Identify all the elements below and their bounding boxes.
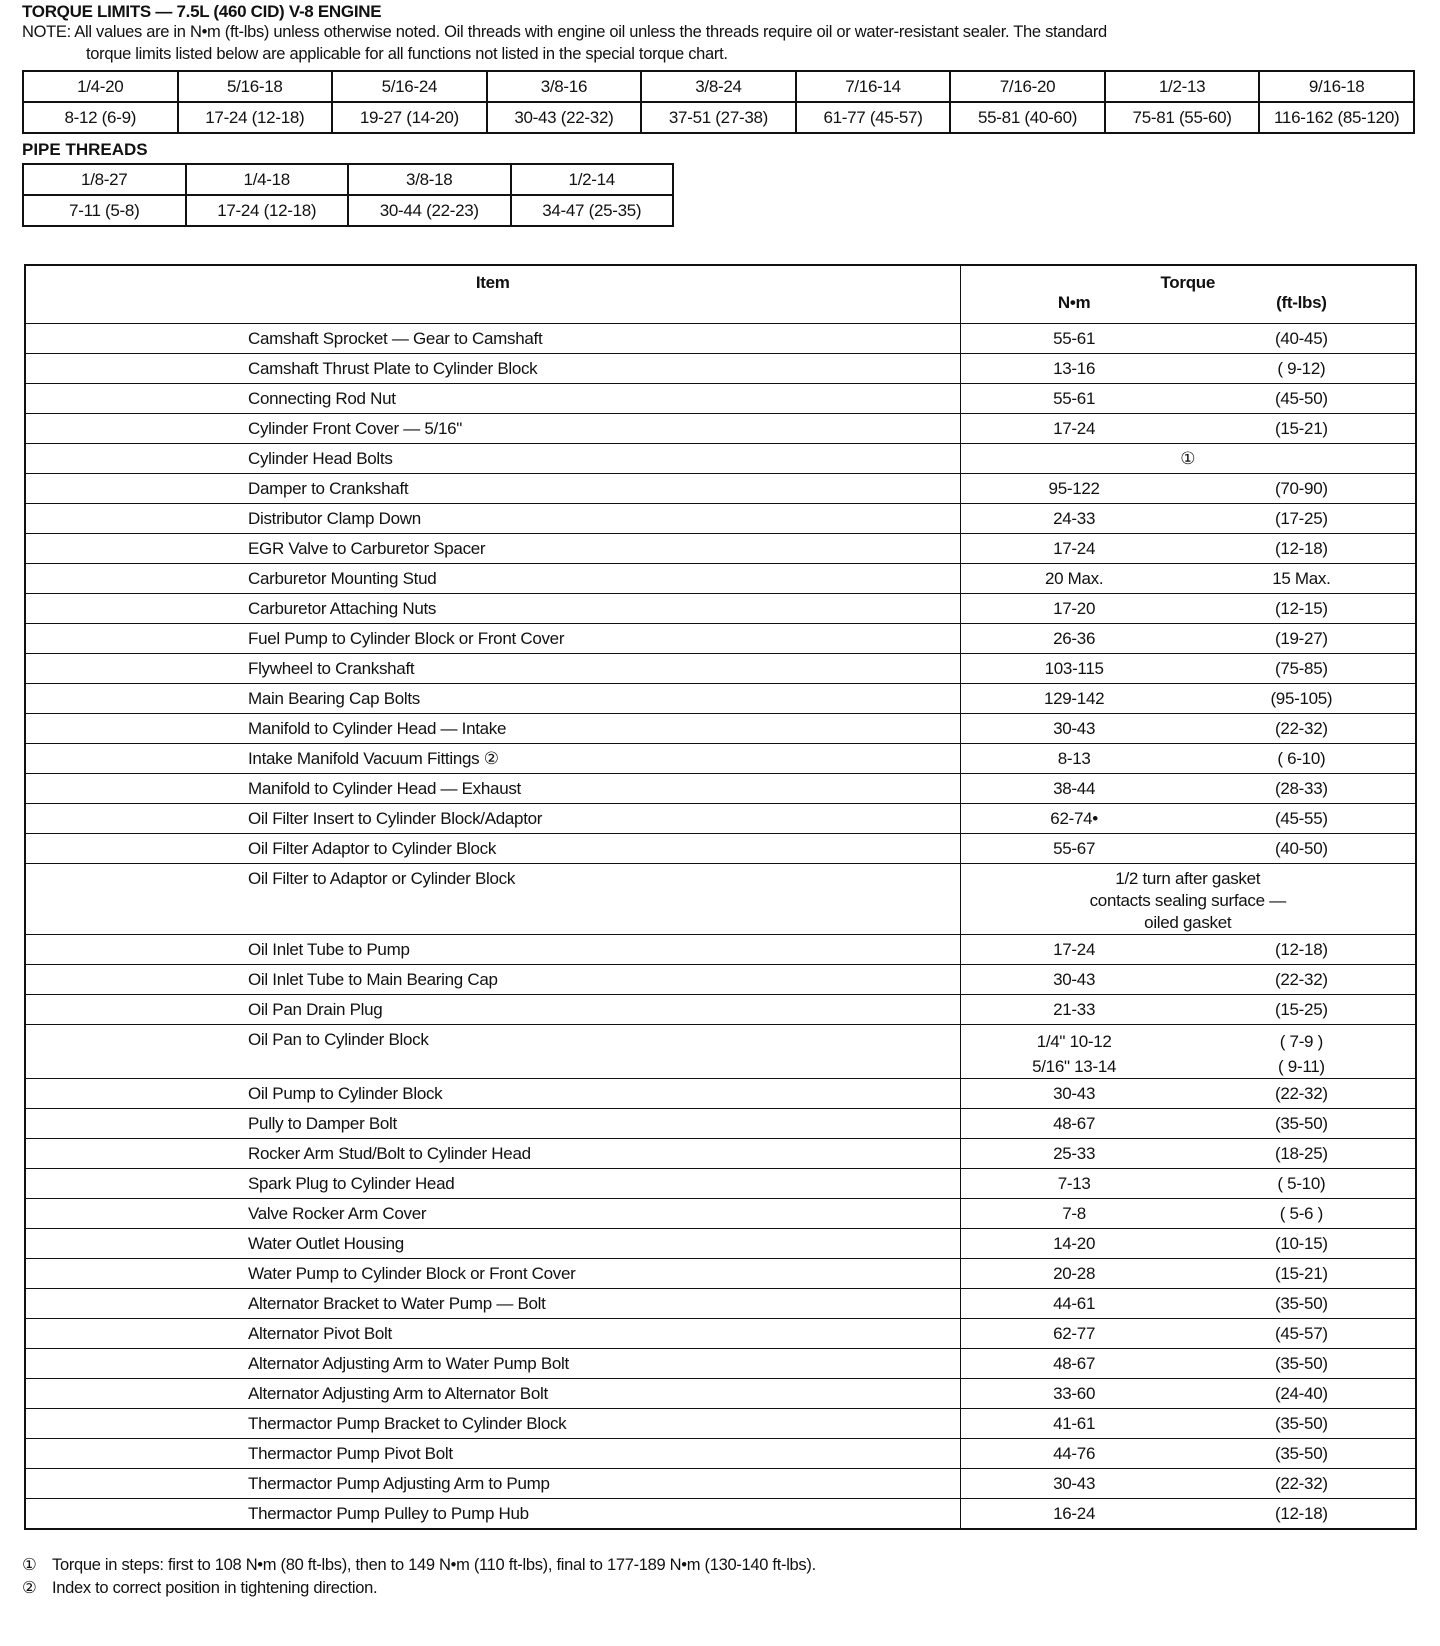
item-name-cell: Water Outlet Housing [25, 1229, 960, 1259]
table-row [25, 834, 1416, 864]
table-row [25, 1319, 1416, 1349]
torque-value-cell [960, 1199, 1416, 1229]
table-row [25, 1139, 1416, 1169]
torque-value-cell [960, 324, 1416, 354]
pipe-size-cell: 1/2-14 [511, 164, 674, 195]
item-name-cell: Manifold to Cylinder Head — Exhaust [25, 774, 960, 804]
torque-ft-value: (28-33) [1275, 779, 1328, 798]
standard-value-cell: 37-51 (27-38) [641, 102, 796, 133]
torque-ft-value: (22-32) [1275, 1474, 1328, 1493]
standard-value-cell: 61-77 (45-57) [796, 102, 951, 133]
table-header-row [25, 265, 1416, 324]
torque-value-cell [960, 654, 1416, 684]
item-name-cell: Oil Inlet Tube to Pump [25, 935, 960, 965]
table-row [25, 1289, 1416, 1319]
note-line-1: NOTE: All values are in N•m (ft-lbs) unless otherwise noted. Oil threads with engine oil unless the threads require oil or water-resistant sealer. The standard [22, 23, 1107, 41]
table-row [25, 1499, 1416, 1530]
standard-value-cell: 75-81 (55-60) [1105, 102, 1260, 133]
torque-ft-value: (40-45) [1275, 329, 1328, 348]
note-line-2: torque limits listed below are applicable for all functions not listed in the special torque chart. [86, 45, 728, 63]
table-row [25, 1109, 1416, 1139]
torque-nm-value: 48-67 [1053, 1114, 1096, 1133]
pipe-size-cell: 3/8-18 [348, 164, 511, 195]
item-name-cell: Oil Pan to Cylinder Block [25, 1025, 960, 1079]
torque-value-cell [960, 1169, 1416, 1199]
torque-ft-value: (12-15) [1275, 599, 1328, 618]
table-row [25, 935, 1416, 965]
torque-ft-value: (45-50) [1275, 389, 1328, 408]
torque-nm-value: 62-74• [1050, 809, 1098, 828]
torque-ft-value: (18-25) [1275, 1144, 1328, 1163]
standard-size-cell: 1/2-13 [1105, 71, 1260, 102]
torque-nm-value: 7-13 [1057, 1174, 1091, 1193]
table-row [25, 965, 1416, 995]
item-name-cell: Manifold to Cylinder Head — Intake [25, 714, 960, 744]
header-torque [960, 265, 1416, 324]
table-row [25, 354, 1416, 384]
table-row [25, 1229, 1416, 1259]
pipe-value-cell: 30-44 (22-23) [348, 195, 511, 226]
torque-nm-value: 17-24 [1053, 539, 1096, 558]
torque-nm-value: 20 Max. [1044, 569, 1104, 588]
table-row [25, 1025, 1416, 1079]
torque-value-cell [960, 1079, 1416, 1109]
item-name-cell: Thermactor Pump Adjusting Arm to Pump [25, 1469, 960, 1499]
torque-value-cell [960, 834, 1416, 864]
footnote-2-mark: ② [22, 1579, 37, 1597]
torque-value-cell [960, 1499, 1416, 1530]
standard-size-cell: 7/16-14 [796, 71, 951, 102]
torque-ft-value: (22-32) [1275, 719, 1328, 738]
torque-value-cell [960, 1349, 1416, 1379]
item-name-cell: Oil Inlet Tube to Main Bearing Cap [25, 965, 960, 995]
table-row [25, 995, 1416, 1025]
standard-size-cell: 5/16-24 [332, 71, 487, 102]
torque-nm-value: 62-77 [1053, 1324, 1096, 1343]
table-row [25, 474, 1416, 504]
torque-ft-value: (95-105) [1270, 689, 1333, 708]
torque-value-cell [960, 804, 1416, 834]
torque-nm-value: 55-61 [1053, 389, 1096, 408]
torque-nm-value: 129-142 [1043, 689, 1105, 708]
torque-value-cell [960, 1139, 1416, 1169]
torque-nm-value [961, 1025, 1188, 1078]
item-name-cell: Valve Rocker Arm Cover [25, 1199, 960, 1229]
torque-ft-value: (35-50) [1275, 1354, 1328, 1373]
torque-value-cell [960, 624, 1416, 654]
table-row [25, 594, 1416, 624]
item-name-cell: Camshaft Thrust Plate to Cylinder Block [25, 354, 960, 384]
item-name-cell: Thermactor Pump Pivot Bolt [25, 1439, 960, 1469]
table-row [25, 324, 1416, 354]
footnote-2 [22, 1578, 377, 1598]
torque-ft-value: (12-18) [1275, 539, 1328, 558]
table-row [25, 1439, 1416, 1469]
torque-value-cell [960, 714, 1416, 744]
torque-value-cell [960, 1379, 1416, 1409]
torque-ft-line: ( 7-9 ) [1279, 1032, 1323, 1051]
torque-value-cell [960, 1259, 1416, 1289]
torque-value-cell [960, 384, 1416, 414]
torque-nm-value: 20-28 [1053, 1264, 1096, 1283]
torque-nm-value: 7-8 [1062, 1204, 1086, 1223]
torque-value-cell [960, 1319, 1416, 1349]
pipe-values-row [23, 195, 673, 226]
torque-value-cell [960, 1469, 1416, 1499]
torque-nm-value: 8-13 [1057, 749, 1091, 768]
item-name-cell: Oil Pump to Cylinder Block [25, 1079, 960, 1109]
item-name-cell: Alternator Pivot Bolt [25, 1319, 960, 1349]
torque-ft-value: (45-57) [1275, 1324, 1328, 1343]
footnote-2-text: Index to correct position in tightening direction. [52, 1579, 378, 1597]
table-row [25, 1169, 1416, 1199]
table-row [25, 654, 1416, 684]
torque-ft-value: ( 5-10) [1277, 1174, 1326, 1193]
item-name-cell: Connecting Rod Nut [25, 384, 960, 414]
header-nm: N•m [1057, 293, 1091, 312]
standard-sizes-row [23, 71, 1414, 102]
table-row [25, 444, 1416, 474]
torque-nm-value: 38-44 [1053, 779, 1096, 798]
item-name-cell: Alternator Adjusting Arm to Water Pump Bolt [25, 1349, 960, 1379]
torque-nm-line: 5/16" 13-14 [1032, 1057, 1117, 1076]
standard-size-cell: 5/16-18 [178, 71, 333, 102]
table-row [25, 1469, 1416, 1499]
torque-ft-value: (12-18) [1275, 1504, 1328, 1523]
item-name-cell: Fuel Pump to Cylinder Block or Front Cover [25, 624, 960, 654]
table-row [25, 804, 1416, 834]
pipe-value-cell: 7-11 (5-8) [23, 195, 186, 226]
torque-value-cell [960, 504, 1416, 534]
torque-nm-value: 30-43 [1053, 1474, 1096, 1493]
torque-nm-value: 13-16 [1053, 359, 1096, 378]
header-torque-label: Torque [1160, 273, 1216, 292]
header-item: Item [25, 265, 960, 324]
table-row [25, 864, 1416, 935]
item-name-cell: Camshaft Sprocket — Gear to Camshaft [25, 324, 960, 354]
torque-nm-value: 26-36 [1053, 629, 1096, 648]
torque-ft-value: ( 6-10) [1277, 749, 1326, 768]
torque-nm-value: 33-60 [1053, 1384, 1096, 1403]
torque-ft-value: (17-25) [1275, 509, 1328, 528]
pipe-threads-table [22, 163, 674, 227]
torque-ft-value: (35-50) [1275, 1114, 1328, 1133]
standard-values-row [23, 102, 1414, 133]
standard-value-cell: 55-81 (40-60) [950, 102, 1105, 133]
item-name-cell: EGR Valve to Carburetor Spacer [25, 534, 960, 564]
torque-value-cell [960, 1025, 1416, 1079]
standard-value-cell: 8-12 (6-9) [23, 102, 178, 133]
torque-value-cell [960, 1439, 1416, 1469]
standard-size-cell: 1/4-20 [23, 71, 178, 102]
item-name-cell: Thermactor Pump Pulley to Pump Hub [25, 1499, 960, 1530]
table-row [25, 1259, 1416, 1289]
standard-size-cell: 3/8-16 [487, 71, 642, 102]
standard-size-cell: 3/8-24 [641, 71, 796, 102]
torque-ft-value: (22-32) [1275, 1084, 1328, 1103]
torque-ft-value: ( 9-12) [1277, 359, 1326, 378]
special-torque-table [24, 264, 1417, 1530]
pipe-sizes-row [23, 164, 673, 195]
torque-nm-value: 30-43 [1053, 970, 1096, 989]
item-name-cell: Carburetor Attaching Nuts [25, 594, 960, 624]
torque-ft-value: (35-50) [1275, 1294, 1328, 1313]
pipe-size-cell: 1/8-27 [23, 164, 186, 195]
torque-ft-value: (22-32) [1275, 970, 1328, 989]
torque-ft-value [1188, 1025, 1415, 1078]
torque-ft-value: (10-15) [1275, 1234, 1328, 1253]
pipe-threads-title: PIPE THREADS [22, 140, 148, 159]
table-row [25, 714, 1416, 744]
item-name-cell: Rocker Arm Stud/Bolt to Cylinder Head [25, 1139, 960, 1169]
torque-note-line: contacts sealing surface — [1089, 891, 1286, 910]
table-row [25, 774, 1416, 804]
torque-nm-value: 17-24 [1053, 940, 1096, 959]
torque-nm-value: 16-24 [1053, 1504, 1096, 1523]
torque-nm-value: 44-76 [1053, 1444, 1096, 1463]
standard-size-cell: 9/16-18 [1259, 71, 1414, 102]
standard-value-cell: 30-43 (22-32) [487, 102, 642, 133]
torque-nm-value: 30-43 [1053, 719, 1096, 738]
torque-ft-value: (40-50) [1275, 839, 1328, 858]
table-row [25, 504, 1416, 534]
item-name-cell: Oil Filter Insert to Cylinder Block/Adaptor [25, 804, 960, 834]
table-row [25, 684, 1416, 714]
table-row [25, 384, 1416, 414]
item-name-cell: Carburetor Mounting Stud [25, 564, 960, 594]
item-name-cell: Thermactor Pump Bracket to Cylinder Block [25, 1409, 960, 1439]
torque-ft-value: (19-27) [1275, 629, 1328, 648]
torque-ft-value: (15-21) [1275, 1264, 1328, 1283]
torque-value-cell [960, 965, 1416, 995]
torque-note-line: oiled gasket [1144, 913, 1232, 932]
table-row [25, 624, 1416, 654]
page-title: TORQUE LIMITS — 7.5L (460 CID) V-8 ENGINE [22, 2, 382, 21]
torque-value-cell [960, 774, 1416, 804]
torque-value-cell [960, 935, 1416, 965]
torque-ft-line: ( 9-11) [1278, 1057, 1325, 1076]
torque-ft-value: (35-50) [1275, 1444, 1328, 1463]
torque-ft-value: (15-21) [1275, 419, 1328, 438]
torque-nm-value: 41-61 [1053, 1414, 1096, 1433]
torque-value-cell [960, 414, 1416, 444]
table-row [25, 744, 1416, 774]
torque-ft-value: (15-25) [1275, 1000, 1328, 1019]
torque-ft-value: ( 5-6 ) [1279, 1204, 1323, 1223]
torque-nm-value: 95-122 [1048, 479, 1100, 498]
torque-ft-value: 15 Max. [1272, 569, 1331, 588]
torque-value-cell [960, 474, 1416, 504]
item-name-cell: Oil Filter to Adaptor or Cylinder Block [25, 864, 960, 935]
standard-value-cell: 116-162 (85-120) [1259, 102, 1414, 133]
torque-nm-value: 17-20 [1053, 599, 1096, 618]
pipe-value-cell: 17-24 (12-18) [186, 195, 349, 226]
torque-value-cell [960, 564, 1416, 594]
item-name-cell: Flywheel to Crankshaft [25, 654, 960, 684]
item-name-cell: Water Pump to Cylinder Block or Front Cover [25, 1259, 960, 1289]
torque-ft-value: (12-18) [1275, 940, 1328, 959]
standard-value-cell: 19-27 (14-20) [332, 102, 487, 133]
table-row [25, 534, 1416, 564]
torque-footnote-ref: ① [1180, 449, 1196, 468]
pipe-size-cell: 1/4-18 [186, 164, 349, 195]
torque-nm-value: 14-20 [1053, 1234, 1096, 1253]
torque-nm-line: 1/4" 10-12 [1036, 1032, 1112, 1051]
torque-value-cell [960, 1109, 1416, 1139]
torque-ft-value: (35-50) [1275, 1414, 1328, 1433]
torque-ft-value: (45-55) [1275, 809, 1328, 828]
torque-value-cell [960, 354, 1416, 384]
torque-ft-value: (75-85) [1275, 659, 1328, 678]
torque-value-cell [960, 995, 1416, 1025]
torque-nm-value: 17-24 [1053, 419, 1096, 438]
header-ft-lbs: (ft-lbs) [1276, 293, 1327, 312]
torque-value-cell [960, 684, 1416, 714]
torque-nm-value: 48-67 [1053, 1354, 1096, 1373]
torque-nm-value: 55-61 [1053, 329, 1096, 348]
torque-value-cell [960, 1229, 1416, 1259]
item-name-cell: Spark Plug to Cylinder Head [25, 1169, 960, 1199]
table-row [25, 414, 1416, 444]
table-row [25, 564, 1416, 594]
torque-value-cell [960, 444, 1416, 474]
table-row [25, 1079, 1416, 1109]
item-name-cell: Intake Manifold Vacuum Fittings ② [25, 744, 960, 774]
item-name-cell: Damper to Crankshaft [25, 474, 960, 504]
table-row [25, 1349, 1416, 1379]
torque-note-line: 1/2 turn after gasket [1115, 869, 1261, 888]
torque-value-cell [960, 744, 1416, 774]
table-row [25, 1409, 1416, 1439]
footnote-1-mark: ① [22, 1556, 37, 1574]
standard-value-cell: 17-24 (12-18) [178, 102, 333, 133]
item-name-cell: Cylinder Front Cover — 5/16" [25, 414, 960, 444]
item-name-cell: Cylinder Head Bolts [25, 444, 960, 474]
item-name-cell: Alternator Bracket to Water Pump — Bolt [25, 1289, 960, 1319]
item-name-cell: Pully to Damper Bolt [25, 1109, 960, 1139]
standard-torque-table [22, 70, 1415, 134]
torque-nm-value: 44-61 [1053, 1294, 1096, 1313]
item-name-cell: Oil Pan Drain Plug [25, 995, 960, 1025]
item-name-cell: Alternator Adjusting Arm to Alternator Bolt [25, 1379, 960, 1409]
torque-value-cell [960, 1409, 1416, 1439]
torque-value-cell [960, 534, 1416, 564]
torque-value-cell [960, 1289, 1416, 1319]
torque-nm-value: 21-33 [1053, 1000, 1096, 1019]
footnote-1 [22, 1555, 816, 1575]
footnote-1-text: Torque in steps: first to 108 N•m (80 ft-lbs), then to 149 N•m (110 ft-lbs), final to 177-189 N•m (130-140 ft-lbs). [52, 1556, 816, 1574]
torque-nm-value: 25-33 [1053, 1144, 1096, 1163]
standard-size-cell: 7/16-20 [950, 71, 1105, 102]
torque-nm-value: 24-33 [1053, 509, 1096, 528]
table-row [25, 1379, 1416, 1409]
torque-value-cell [960, 864, 1416, 935]
pipe-value-cell: 34-47 (25-35) [511, 195, 674, 226]
item-name-cell: Main Bearing Cap Bolts [25, 684, 960, 714]
torque-value-cell [960, 594, 1416, 624]
item-name-cell: Oil Filter Adaptor to Cylinder Block [25, 834, 960, 864]
torque-nm-value: 103-115 [1044, 659, 1104, 678]
torque-ft-value: (70-90) [1275, 479, 1328, 498]
torque-nm-value: 30-43 [1053, 1084, 1096, 1103]
table-row [25, 1199, 1416, 1229]
torque-nm-value: 55-67 [1053, 839, 1096, 858]
item-name-cell: Distributor Clamp Down [25, 504, 960, 534]
torque-ft-value: (24-40) [1275, 1384, 1328, 1403]
